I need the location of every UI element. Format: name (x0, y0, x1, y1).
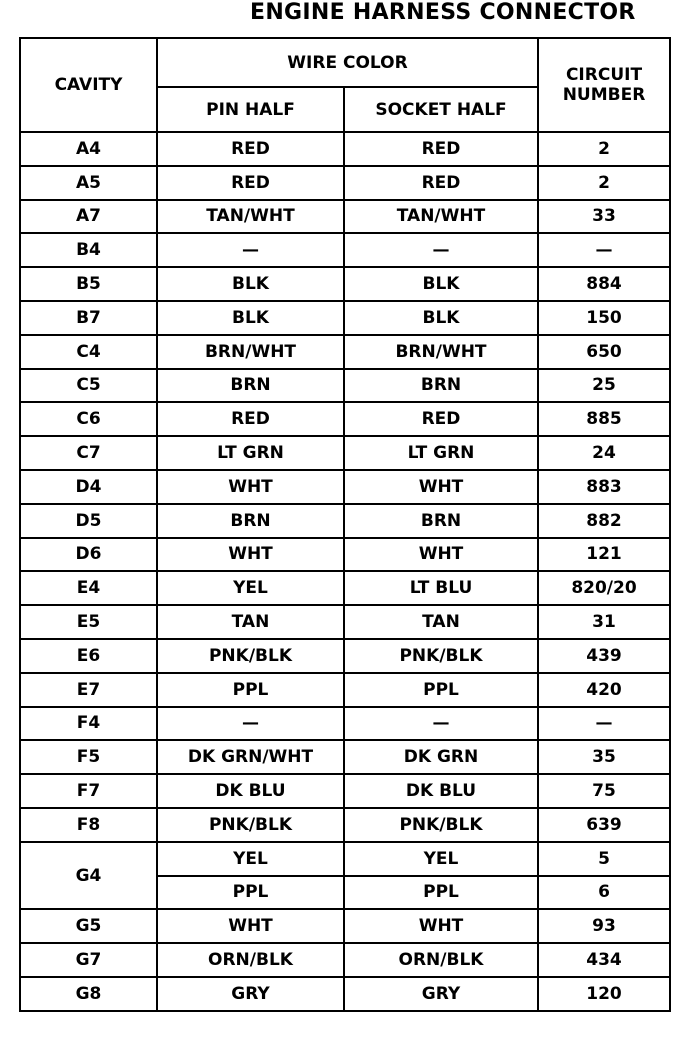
circuit-cell: — (538, 233, 670, 267)
socket-color-cell: WHT (344, 909, 538, 943)
table-row (20, 166, 670, 200)
circuit-cell: 650 (538, 335, 670, 369)
cavity-cell: B5 (20, 267, 157, 301)
circuit-cell: 33 (538, 200, 670, 234)
pin-color-cell: ORN/BLK (157, 943, 344, 977)
pin-color-cell: GRY (157, 977, 344, 1011)
wire-color-header: WIRE COLOR (157, 38, 538, 87)
socket-color-cell: RED (344, 132, 538, 166)
table-row (20, 571, 670, 605)
pin-color-cell: BRN (157, 369, 344, 403)
socket-color-cell: DK BLU (344, 774, 538, 808)
pin-color-cell: PNK/BLK (157, 639, 344, 673)
cavity-cell: F8 (20, 808, 157, 842)
connector-table (19, 37, 671, 1012)
cavity-cell: G7 (20, 943, 157, 977)
table-row (20, 842, 670, 876)
circuit-cell: 75 (538, 774, 670, 808)
cavity-cell: C6 (20, 402, 157, 436)
circuit-cell: 150 (538, 301, 670, 335)
table-row (20, 977, 670, 1011)
socket-color-cell: BRN (344, 504, 538, 538)
socket-color-cell: — (344, 707, 538, 741)
table-row (20, 774, 670, 808)
pin-color-cell: YEL (157, 571, 344, 605)
table-row (20, 233, 670, 267)
socket-color-cell: — (344, 233, 538, 267)
cavity-cell: G8 (20, 977, 157, 1011)
circuit-cell: 93 (538, 909, 670, 943)
cavity-cell: G5 (20, 909, 157, 943)
table-row (20, 132, 670, 166)
circuit-cell: 820/20 (538, 571, 670, 605)
pin-color-cell: PNK/BLK (157, 808, 344, 842)
table-row (20, 639, 670, 673)
socket-color-cell: BRN/WHT (344, 335, 538, 369)
socket-color-cell: BRN (344, 369, 538, 403)
pin-color-cell: DK GRN/WHT (157, 740, 344, 774)
circuit-cell: 883 (538, 470, 670, 504)
socket-color-cell: DK GRN (344, 740, 538, 774)
table-row (20, 707, 670, 741)
socket-color-cell: BLK (344, 267, 538, 301)
pin-color-cell: PPL (157, 673, 344, 707)
cavity-cell: F4 (20, 707, 157, 741)
table-row (20, 909, 670, 943)
circuit-cell: 121 (538, 538, 670, 572)
cavity-cell: B4 (20, 233, 157, 267)
circuit-cell: 120 (538, 977, 670, 1011)
circuit-header-line1: CIRCUIT (565, 65, 643, 85)
pin-color-cell: BLK (157, 267, 344, 301)
cavity-cell: D5 (20, 504, 157, 538)
cavity-cell: E5 (20, 605, 157, 639)
circuit-cell: 439 (538, 639, 670, 673)
circuit-cell: 31 (538, 605, 670, 639)
pin-color-cell: LT GRN (157, 436, 344, 470)
socket-color-cell: TAN (344, 605, 538, 639)
socket-color-cell: LT GRN (344, 436, 538, 470)
table-row (20, 200, 670, 234)
cavity-cell: C5 (20, 369, 157, 403)
circuit-cell: 420 (538, 673, 670, 707)
circuit-header-line2: NUMBER (562, 85, 646, 105)
table-row (20, 470, 670, 504)
cavity-cell: C4 (20, 335, 157, 369)
pin-color-cell: — (157, 707, 344, 741)
cavity-cell: A5 (20, 166, 157, 200)
socket-color-cell: WHT (344, 538, 538, 572)
circuit-cell: 25 (538, 369, 670, 403)
cavity-cell: A7 (20, 200, 157, 234)
table-row (20, 504, 670, 538)
circuit-cell: 2 (538, 132, 670, 166)
pin-color-cell: BRN/WHT (157, 335, 344, 369)
pin-color-cell: BRN (157, 504, 344, 538)
socket-color-cell: RED (344, 402, 538, 436)
pin-color-cell: WHT (157, 909, 344, 943)
circuit-cell: 885 (538, 402, 670, 436)
table-row (20, 267, 670, 301)
circuit-cell: 24 (538, 436, 670, 470)
pin-color-cell: WHT (157, 470, 344, 504)
circuit-cell: 5 (538, 842, 670, 876)
cavity-cell: F5 (20, 740, 157, 774)
table-row (20, 335, 670, 369)
table-row (20, 740, 670, 774)
cavity-cell: F7 (20, 774, 157, 808)
socket-color-cell: PNK/BLK (344, 808, 538, 842)
pin-color-cell: RED (157, 166, 344, 200)
socket-color-cell: WHT (344, 470, 538, 504)
circuit-cell: 639 (538, 808, 670, 842)
table-row (20, 808, 670, 842)
table-row (20, 369, 670, 403)
cavity-cell: C7 (20, 436, 157, 470)
cavity-cell: B7 (20, 301, 157, 335)
cavity-cell: E6 (20, 639, 157, 673)
socket-color-cell: BLK (344, 301, 538, 335)
circuit-cell: 882 (538, 504, 670, 538)
cavity-cell: E4 (20, 571, 157, 605)
table-row (20, 605, 670, 639)
socket-color-cell: ORN/BLK (344, 943, 538, 977)
table-row (20, 301, 670, 335)
pin-color-cell: YEL (157, 842, 344, 876)
socket-color-cell: TAN/WHT (344, 200, 538, 234)
circuit-cell: 884 (538, 267, 670, 301)
socket-color-cell: LT BLU (344, 571, 538, 605)
cavity-cell: D4 (20, 470, 157, 504)
pin-color-cell: PPL (157, 876, 344, 910)
pin-color-cell: TAN/WHT (157, 200, 344, 234)
circuit-number-header (538, 38, 670, 132)
circuit-cell: — (538, 707, 670, 741)
table-row (20, 402, 670, 436)
socket-color-cell: PNK/BLK (344, 639, 538, 673)
circuit-cell: 434 (538, 943, 670, 977)
cavity-cell: A4 (20, 132, 157, 166)
pin-color-cell: — (157, 233, 344, 267)
socket-color-cell: PPL (344, 876, 538, 910)
pin-color-cell: DK BLU (157, 774, 344, 808)
circuit-cell: 35 (538, 740, 670, 774)
socket-color-cell: YEL (344, 842, 538, 876)
socket-color-cell: PPL (344, 673, 538, 707)
cavity-cell: E7 (20, 673, 157, 707)
table-row (20, 673, 670, 707)
table-row (20, 538, 670, 572)
pin-color-cell: RED (157, 132, 344, 166)
table-row (20, 943, 670, 977)
pin-color-cell: WHT (157, 538, 344, 572)
page-title: ENGINE HARNESS CONNECTOR (250, 0, 636, 25)
cavity-cell: G4 (20, 842, 157, 910)
cavity-header: CAVITY (20, 38, 157, 132)
circuit-cell: 2 (538, 166, 670, 200)
socket-color-cell: GRY (344, 977, 538, 1011)
pin-color-cell: BLK (157, 301, 344, 335)
pin-half-header: PIN HALF (157, 87, 344, 132)
cavity-cell: D6 (20, 538, 157, 572)
pin-color-cell: RED (157, 402, 344, 436)
table-row (20, 436, 670, 470)
socket-color-cell: RED (344, 166, 538, 200)
pin-color-cell: TAN (157, 605, 344, 639)
socket-half-header: SOCKET HALF (344, 87, 538, 132)
circuit-cell: 6 (538, 876, 670, 910)
